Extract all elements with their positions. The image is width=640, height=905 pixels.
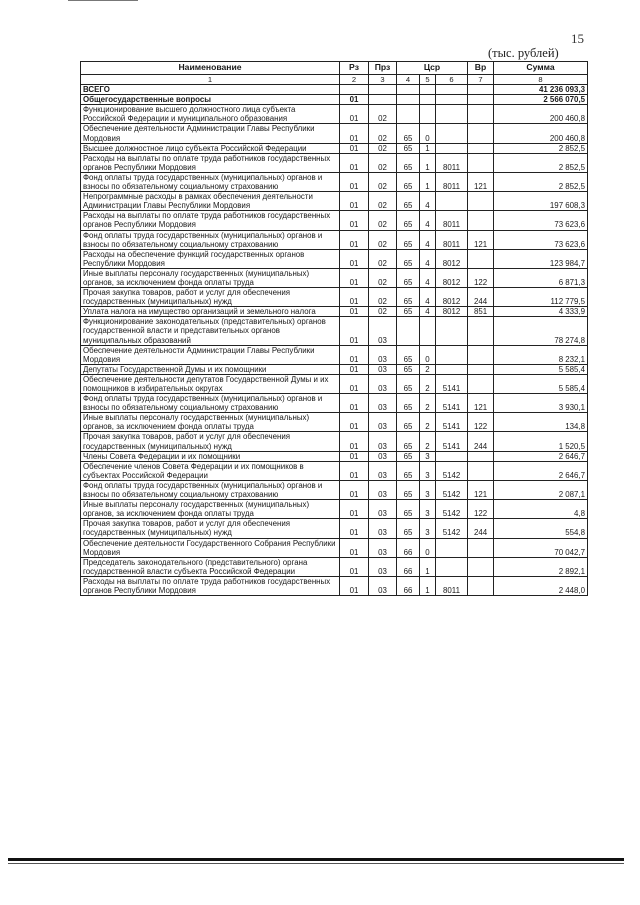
cell-prz: 03 [369, 557, 397, 576]
table-row [81, 172, 588, 191]
cell-sum: 197 608,3 [494, 192, 588, 211]
cell-rz: 01 [340, 364, 369, 374]
budget-table [80, 61, 588, 596]
cell-sum: 134,8 [494, 413, 588, 432]
cell-rz: 01 [340, 500, 369, 519]
table-row [81, 451, 588, 461]
cell-name: Иные выплаты персоналу государственных (муниципальных) органов, за исключением фонда оплаты труда [81, 268, 340, 287]
cell-rz: 01 [340, 230, 369, 249]
cell-vr [468, 124, 494, 143]
cell-vr [468, 249, 494, 268]
cell-csr-subprogram: 3 [420, 480, 436, 499]
column-index: 8 [494, 75, 588, 85]
cell-csr-program: 65 [397, 394, 420, 413]
cell-sum: 2 892,1 [494, 557, 588, 576]
column-index: 6 [436, 75, 468, 85]
cell-csr-subprogram: 4 [420, 211, 436, 230]
cell-csr-subprogram: 2 [420, 364, 436, 374]
cell-rz: 01 [340, 557, 369, 576]
cell-prz: 02 [369, 124, 397, 143]
cell-csr-program: 65 [397, 413, 420, 432]
footer-rule [8, 858, 624, 861]
cell-csr-subprogram: 2 [420, 432, 436, 451]
cell-name: ВСЕГО [81, 85, 340, 95]
cell-prz: 03 [369, 374, 397, 393]
cell-csr-program [397, 105, 420, 124]
cell-csr-subprogram: 3 [420, 461, 436, 480]
cell-csr-direction [436, 538, 468, 557]
cell-sum: 554,8 [494, 519, 588, 538]
cell-sum: 1 520,5 [494, 432, 588, 451]
cell-vr [468, 364, 494, 374]
cell-rz: 01 [340, 432, 369, 451]
cell-csr-program: 65 [397, 364, 420, 374]
cell-prz [369, 85, 397, 95]
cell-name: Иные выплаты персоналу государственных (муниципальных) органов, за исключением фонда оплаты труда [81, 413, 340, 432]
cell-sum: 2 852,5 [494, 143, 588, 153]
cell-csr-program: 65 [397, 249, 420, 268]
cell-csr-direction: 8012 [436, 268, 468, 287]
cell-vr: 851 [468, 307, 494, 317]
table-row [81, 394, 588, 413]
cell-csr-subprogram: 3 [420, 519, 436, 538]
cell-csr-program: 65 [397, 519, 420, 538]
cell-csr-program: 65 [397, 307, 420, 317]
cell-csr-program: 65 [397, 374, 420, 393]
cell-csr-direction [436, 143, 468, 153]
cell-rz: 01 [340, 307, 369, 317]
cell-csr-subprogram [420, 95, 436, 105]
cell-prz: 02 [369, 268, 397, 287]
table-row [81, 192, 588, 211]
cell-csr-program: 65 [397, 432, 420, 451]
cell-prz: 03 [369, 519, 397, 538]
cell-rz: 01 [340, 153, 369, 172]
cell-csr-direction: 8011 [436, 576, 468, 595]
cell-vr: 244 [468, 519, 494, 538]
cell-prz: 02 [369, 211, 397, 230]
cell-csr-program: 65 [397, 451, 420, 461]
cell-rz: 01 [340, 461, 369, 480]
cell-rz: 01 [340, 317, 369, 345]
cell-name: Обеспечение деятельности Администрации Главы Республики Мордовия [81, 345, 340, 364]
cell-vr [468, 211, 494, 230]
table-row [81, 307, 588, 317]
cell-prz: 03 [369, 394, 397, 413]
cell-rz: 01 [340, 172, 369, 191]
cell-vr [468, 85, 494, 95]
cell-vr [468, 105, 494, 124]
cell-name: Прочая закупка товаров, работ и услуг для обеспечения государственных (муниципальных) нужд [81, 519, 340, 538]
cell-csr-subprogram: 3 [420, 451, 436, 461]
cell-name: Высшее должностное лицо субъекта Российской Федерации [81, 143, 340, 153]
cell-name: Функционирование высшего должностного лица субъекта Российской Федерации и муниципального образования [81, 105, 340, 124]
cell-name: Фонд оплаты труда государственных (муниципальных) органов и взносы по обязательному социальному страхованию [81, 230, 340, 249]
column-index: 2 [340, 75, 369, 85]
cell-csr-subprogram: 0 [420, 124, 436, 143]
table-row [81, 153, 588, 172]
cell-prz: 03 [369, 538, 397, 557]
cell-csr-program: 65 [397, 153, 420, 172]
cell-sum: 4 333,9 [494, 307, 588, 317]
table-row [81, 557, 588, 576]
cell-csr-subprogram: 0 [420, 538, 436, 557]
cell-prz: 03 [369, 480, 397, 499]
cell-csr-subprogram: 1 [420, 557, 436, 576]
table-row [81, 345, 588, 364]
cell-csr-direction [436, 557, 468, 576]
cell-sum: 112 779,5 [494, 288, 588, 307]
cell-vr [468, 95, 494, 105]
cell-sum: 200 460,8 [494, 124, 588, 143]
cell-vr [468, 192, 494, 211]
cell-csr-program [397, 95, 420, 105]
header-vr: Вр [468, 62, 494, 75]
cell-prz: 02 [369, 249, 397, 268]
cell-rz: 01 [340, 211, 369, 230]
cell-rz: 01 [340, 576, 369, 595]
cell-csr-program: 65 [397, 192, 420, 211]
cell-csr-direction [436, 105, 468, 124]
table-row [81, 95, 588, 105]
cell-rz: 01 [340, 95, 369, 105]
cell-vr: 121 [468, 394, 494, 413]
cell-prz: 03 [369, 364, 397, 374]
table-row [81, 432, 588, 451]
table-row [81, 143, 588, 153]
cell-csr-subprogram: 4 [420, 230, 436, 249]
cell-vr [468, 576, 494, 595]
cell-csr-direction: 5141 [436, 394, 468, 413]
column-index: 4 [397, 75, 420, 85]
scan-artifact-line [68, 0, 138, 1]
table-row [81, 413, 588, 432]
cell-vr [468, 345, 494, 364]
cell-prz: 03 [369, 345, 397, 364]
cell-sum: 41 236 093,3 [494, 85, 588, 95]
cell-csr-subprogram: 2 [420, 394, 436, 413]
cell-csr-direction: 8012 [436, 307, 468, 317]
cell-prz: 03 [369, 451, 397, 461]
cell-prz: 02 [369, 307, 397, 317]
cell-csr-program: 66 [397, 557, 420, 576]
table-row [81, 500, 588, 519]
cell-prz: 03 [369, 432, 397, 451]
cell-prz [369, 95, 397, 105]
cell-rz: 01 [340, 519, 369, 538]
cell-csr-subprogram: 4 [420, 192, 436, 211]
cell-vr: 122 [468, 500, 494, 519]
cell-sum: 70 042,7 [494, 538, 588, 557]
table-row [81, 288, 588, 307]
cell-csr-direction: 8012 [436, 288, 468, 307]
cell-vr [468, 317, 494, 345]
cell-csr-subprogram: 1 [420, 172, 436, 191]
cell-vr: 122 [468, 268, 494, 287]
cell-name: Члены Совета Федерации и их помощники [81, 451, 340, 461]
cell-sum: 4,8 [494, 500, 588, 519]
cell-sum: 2 566 070,5 [494, 95, 588, 105]
cell-prz: 03 [369, 461, 397, 480]
cell-name: Расходы на выплаты по оплате труда работников государственных органов Республики Мордовия [81, 211, 340, 230]
cell-name: Депутаты Государственной Думы и их помощники [81, 364, 340, 374]
header-prz: Прз [369, 62, 397, 75]
cell-prz: 02 [369, 230, 397, 249]
cell-name: Прочая закупка товаров, работ и услуг для обеспечения государственных (муниципальных) нужд [81, 288, 340, 307]
cell-csr-program: 65 [397, 500, 420, 519]
cell-vr [468, 153, 494, 172]
cell-csr-subprogram: 4 [420, 249, 436, 268]
cell-rz: 01 [340, 413, 369, 432]
cell-rz: 01 [340, 249, 369, 268]
cell-sum: 3 930,1 [494, 394, 588, 413]
cell-csr-direction: 8011 [436, 153, 468, 172]
cell-sum: 200 460,8 [494, 105, 588, 124]
cell-csr-direction [436, 364, 468, 374]
cell-csr-subprogram: 0 [420, 345, 436, 364]
cell-csr-program [397, 317, 420, 345]
cell-sum: 78 274,8 [494, 317, 588, 345]
cell-rz: 01 [340, 480, 369, 499]
footer-rule-thin [8, 863, 624, 864]
cell-csr-subprogram: 4 [420, 268, 436, 287]
header-rz: Рз [340, 62, 369, 75]
cell-csr-direction: 8011 [436, 230, 468, 249]
cell-rz: 01 [340, 345, 369, 364]
cell-rz: 01 [340, 451, 369, 461]
cell-name: Прочая закупка товаров, работ и услуг для обеспечения государственных (муниципальных) нужд [81, 432, 340, 451]
cell-vr: 121 [468, 480, 494, 499]
cell-vr: 244 [468, 432, 494, 451]
table-row [81, 576, 588, 595]
table-row [81, 519, 588, 538]
cell-csr-direction [436, 192, 468, 211]
cell-csr-direction [436, 317, 468, 345]
cell-sum: 2 852,5 [494, 172, 588, 191]
cell-name: Фонд оплаты труда государственных (муниципальных) органов и взносы по обязательному социальному страхованию [81, 172, 340, 191]
table-row [81, 211, 588, 230]
cell-csr-program: 65 [397, 268, 420, 287]
cell-csr-subprogram: 1 [420, 576, 436, 595]
cell-csr-subprogram: 1 [420, 153, 436, 172]
column-index-row [81, 75, 588, 85]
cell-csr-subprogram: 3 [420, 500, 436, 519]
cell-prz: 03 [369, 317, 397, 345]
table-body [81, 85, 588, 596]
cell-name: Обеспечение деятельности Администрации Главы Республики Мордовия [81, 124, 340, 143]
cell-csr-subprogram: 4 [420, 307, 436, 317]
column-index: 3 [369, 75, 397, 85]
cell-csr-direction [436, 124, 468, 143]
cell-sum: 5 585,4 [494, 374, 588, 393]
cell-csr-subprogram: 4 [420, 288, 436, 307]
cell-name: Расходы на обеспечение функций государственных органов Республики Мордовия [81, 249, 340, 268]
cell-sum: 2 448,0 [494, 576, 588, 595]
column-index: 1 [81, 75, 340, 85]
cell-rz [340, 85, 369, 95]
cell-csr-direction: 5141 [436, 413, 468, 432]
cell-vr: 121 [468, 172, 494, 191]
cell-prz: 03 [369, 413, 397, 432]
cell-name: Обеспечение деятельности Государственного Собрания Республики Мордовия [81, 538, 340, 557]
column-index: 7 [468, 75, 494, 85]
table-row [81, 249, 588, 268]
cell-name: Фонд оплаты труда государственных (муниципальных) органов и взносы по обязательному социальному страхованию [81, 480, 340, 499]
cell-vr [468, 374, 494, 393]
table-row [81, 317, 588, 345]
cell-sum: 8 232,1 [494, 345, 588, 364]
cell-csr-direction: 5142 [436, 500, 468, 519]
cell-vr [468, 461, 494, 480]
cell-sum: 73 623,6 [494, 211, 588, 230]
cell-prz: 02 [369, 105, 397, 124]
table-row [81, 461, 588, 480]
cell-csr-subprogram [420, 317, 436, 345]
cell-rz: 01 [340, 143, 369, 153]
cell-csr-program: 66 [397, 538, 420, 557]
cell-csr-direction: 5141 [436, 374, 468, 393]
cell-csr-direction: 8012 [436, 249, 468, 268]
cell-name: Непрограммные расходы в рамках обеспечения деятельности Администрации Главы Республики Мордовия [81, 192, 340, 211]
cell-csr-program: 65 [397, 480, 420, 499]
cell-rz: 01 [340, 192, 369, 211]
cell-vr [468, 557, 494, 576]
cell-csr-direction: 5142 [436, 461, 468, 480]
cell-csr-subprogram: 1 [420, 143, 436, 153]
cell-csr-direction [436, 345, 468, 364]
cell-csr-direction: 5142 [436, 519, 468, 538]
table-row [81, 364, 588, 374]
cell-csr-program: 66 [397, 576, 420, 595]
cell-csr-program: 65 [397, 172, 420, 191]
page-number: 15 [571, 31, 584, 46]
cell-csr-direction: 5142 [436, 480, 468, 499]
cell-csr-program: 65 [397, 461, 420, 480]
cell-sum: 73 623,6 [494, 230, 588, 249]
cell-csr-program: 65 [397, 230, 420, 249]
cell-rz: 01 [340, 105, 369, 124]
cell-csr-direction [436, 95, 468, 105]
cell-csr-direction: 8011 [436, 172, 468, 191]
cell-csr-subprogram [420, 105, 436, 124]
cell-sum: 123 984,7 [494, 249, 588, 268]
cell-name: Фонд оплаты труда государственных (муниципальных) органов и взносы по обязательному социальному страхованию [81, 394, 340, 413]
cell-csr-subprogram: 2 [420, 413, 436, 432]
table-row [81, 538, 588, 557]
cell-sum: 6 871,3 [494, 268, 588, 287]
cell-rz: 01 [340, 288, 369, 307]
cell-csr-direction: 8011 [436, 211, 468, 230]
cell-rz: 01 [340, 394, 369, 413]
cell-name: Председатель законодательного (представительного) органа государственной власти субъекта Российской Федерации [81, 557, 340, 576]
cell-sum: 2 646,7 [494, 451, 588, 461]
cell-csr-program [397, 85, 420, 95]
cell-rz: 01 [340, 538, 369, 557]
cell-csr-direction: 5141 [436, 432, 468, 451]
cell-csr-program: 65 [397, 143, 420, 153]
table-row [81, 374, 588, 393]
cell-prz: 02 [369, 192, 397, 211]
table-row [81, 105, 588, 124]
cell-csr-subprogram: 2 [420, 374, 436, 393]
cell-prz: 03 [369, 500, 397, 519]
cell-vr: 244 [468, 288, 494, 307]
units-label: (тыс. рублей) [488, 46, 559, 60]
table-row [81, 85, 588, 95]
cell-vr: 121 [468, 230, 494, 249]
cell-vr [468, 451, 494, 461]
cell-prz: 02 [369, 288, 397, 307]
cell-vr [468, 538, 494, 557]
cell-prz: 03 [369, 576, 397, 595]
cell-csr-direction [436, 85, 468, 95]
cell-sum: 2 087,1 [494, 480, 588, 499]
cell-csr-program: 65 [397, 288, 420, 307]
cell-csr-program: 65 [397, 124, 420, 143]
table-row [81, 124, 588, 143]
table-row [81, 268, 588, 287]
cell-name: Расходы на выплаты по оплате труда работников государственных органов Республики Мордовия [81, 153, 340, 172]
cell-name: Общегосударственные вопросы [81, 95, 340, 105]
table-row [81, 230, 588, 249]
cell-rz: 01 [340, 124, 369, 143]
cell-name: Иные выплаты персоналу государственных (муниципальных) органов, за исключением фонда оплаты труда [81, 500, 340, 519]
header-row [81, 62, 588, 75]
cell-sum: 2 646,7 [494, 461, 588, 480]
cell-name: Расходы на выплаты по оплате труда работников государственных органов Республики Мордовия [81, 576, 340, 595]
cell-rz: 01 [340, 374, 369, 393]
cell-name: Обеспечение членов Совета Федерации и их помощников в субъектах Российской Федерации [81, 461, 340, 480]
cell-rz: 01 [340, 268, 369, 287]
cell-csr-direction [436, 451, 468, 461]
column-index: 5 [420, 75, 436, 85]
header-name: Наименование [81, 62, 340, 75]
cell-name: Уплата налога на имущество организаций и земельного налога [81, 307, 340, 317]
table-row [81, 480, 588, 499]
cell-prz: 02 [369, 143, 397, 153]
cell-sum: 2 852,5 [494, 153, 588, 172]
cell-csr-program: 65 [397, 211, 420, 230]
header-sum: Сумма [494, 62, 588, 75]
cell-name: Функционирование законодательных (представительных) органов государственной власти и представительных органов муниципальных образований [81, 317, 340, 345]
cell-csr-program: 65 [397, 345, 420, 364]
header-csr: Цср [397, 62, 468, 75]
cell-csr-subprogram [420, 85, 436, 95]
cell-prz: 02 [369, 172, 397, 191]
cell-name: Обеспечение деятельности депутатов Государственной Думы и их помощников в избирательных округах [81, 374, 340, 393]
cell-sum: 5 585,4 [494, 364, 588, 374]
cell-prz: 02 [369, 153, 397, 172]
cell-vr [468, 143, 494, 153]
cell-vr: 122 [468, 413, 494, 432]
